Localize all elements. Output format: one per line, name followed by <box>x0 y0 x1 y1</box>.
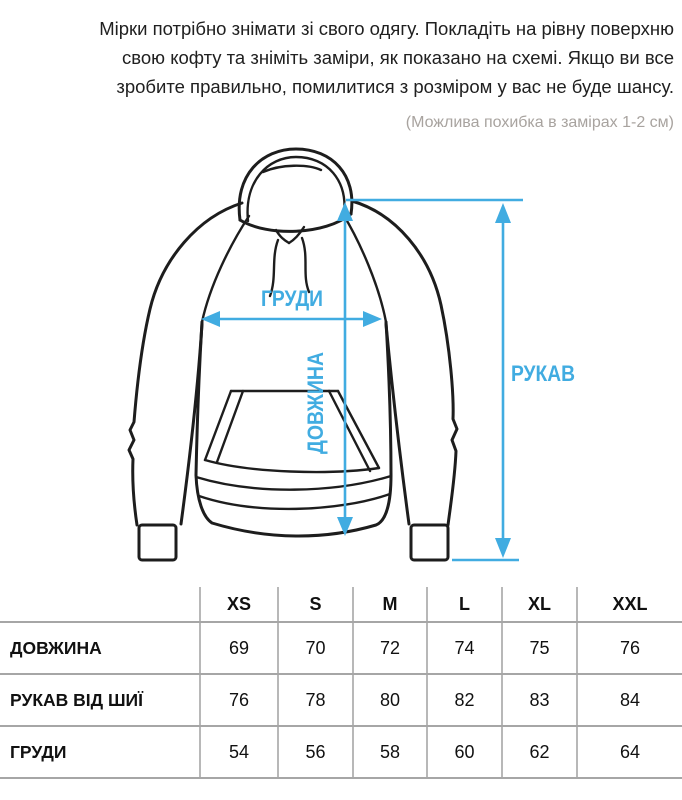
body-left-edge <box>196 322 202 475</box>
size-column-header-xxl: XXL <box>577 587 682 622</box>
intro-paragraph <box>0 0 682 101</box>
size-column-header-xs: XS <box>200 587 278 622</box>
size-value-cell: 80 <box>353 674 427 726</box>
size-value-cell: 83 <box>502 674 577 726</box>
intro-line-3: зробите правильно, помилитися з розміром у вас не буде шансу. <box>116 76 674 97</box>
cuff-right <box>411 525 448 560</box>
size-value-cell: 75 <box>502 622 577 674</box>
size-value-cell: 76 <box>577 622 682 674</box>
raglan-seam-right <box>343 214 386 322</box>
measurement-row-sleeve <box>0 674 682 726</box>
size-value-cell: 84 <box>577 674 682 726</box>
size-value-cell: 54 <box>200 726 278 778</box>
drawstring-right <box>302 238 309 292</box>
size-value-cell: 56 <box>278 726 353 778</box>
sleeve-left-outer <box>129 203 242 525</box>
size-header-row <box>0 587 682 622</box>
pocket-left-inner <box>217 391 243 462</box>
tolerance-note: (Можлива похибка в замірах 1-2 см) <box>405 114 674 131</box>
hood-outer-line <box>239 149 352 220</box>
raglan-seam-left <box>202 216 249 322</box>
measurement-row-length <box>0 622 682 674</box>
size-value-cell: 69 <box>200 622 278 674</box>
hem-inner-line <box>199 494 390 509</box>
length-label: ДОВЖИНА <box>303 338 328 454</box>
size-column-header-l: L <box>427 587 502 622</box>
pocket-left-outer <box>205 391 231 460</box>
size-value-cell: 62 <box>502 726 577 778</box>
measurement-row-chest <box>0 726 682 778</box>
pocket-bottom-line <box>205 460 379 472</box>
size-value-cell: 72 <box>353 622 427 674</box>
body-right-edge <box>386 322 391 475</box>
size-column-header-xl: XL <box>502 587 577 622</box>
hood-top-arc <box>263 166 321 172</box>
size-value-cell: 74 <box>427 622 502 674</box>
pocket-right-inner <box>329 391 370 471</box>
table-corner-cell <box>0 587 200 622</box>
size-column-header-s: S <box>278 587 353 622</box>
sleeve-label: РУКАВ <box>511 361 575 386</box>
size-column-header-m: M <box>353 587 427 622</box>
hem-seam-line <box>196 476 391 490</box>
row-label: ДОВЖИНА <box>0 622 200 674</box>
sleeve-arrow <box>346 200 523 560</box>
size-value-cell: 70 <box>278 622 353 674</box>
row-label: ГРУДИ <box>0 726 200 778</box>
chest-arrow <box>201 311 382 327</box>
size-value-cell: 64 <box>577 726 682 778</box>
size-value-cell: 76 <box>200 674 278 726</box>
size-value-cell: 82 <box>427 674 502 726</box>
hoodie-measurement-diagram <box>0 134 682 584</box>
size-value-cell: 60 <box>427 726 502 778</box>
size-value-cell: 78 <box>278 674 353 726</box>
cuff-left <box>139 525 176 560</box>
hoodie-outline <box>129 149 457 560</box>
size-table <box>0 587 682 779</box>
row-label: РУКАВ ВІД ШИЇ <box>0 674 200 726</box>
hood-collar-line <box>240 214 351 231</box>
sleeve-right-outer <box>352 201 457 525</box>
intro-line-1: Мірки потрібно знімати зі свого одягу. Покладіть на рівну поверхню <box>99 18 674 39</box>
intro-line-2: свою кофту та зніміть заміри, як показано на схемі. Якщо ви все <box>122 47 674 68</box>
chest-label: ГРУДИ <box>261 286 323 311</box>
size-value-cell: 58 <box>353 726 427 778</box>
